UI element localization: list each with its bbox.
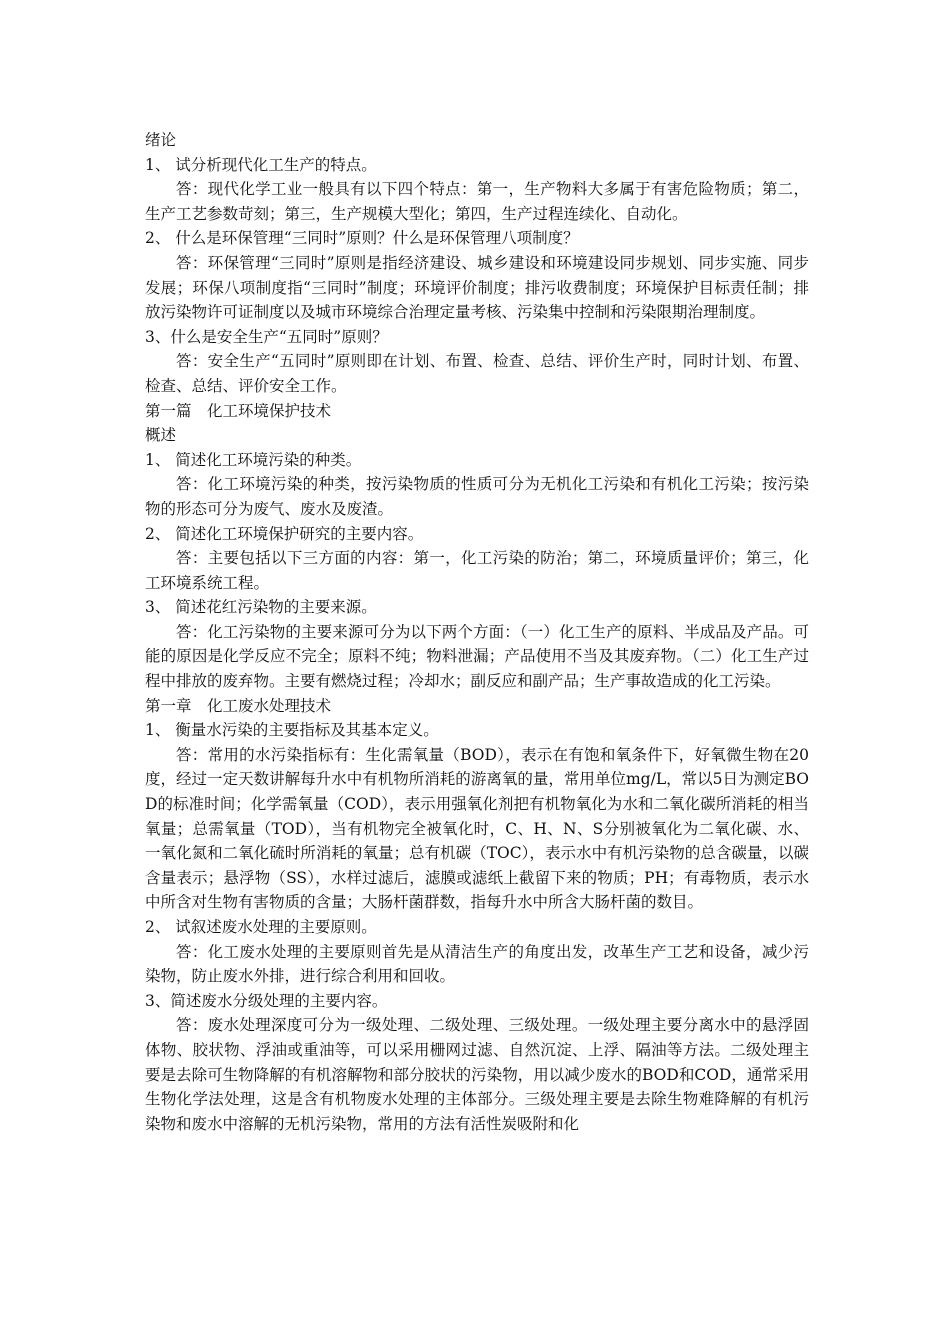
question-overview-3: 3、 简述花红污染物的主要来源。 bbox=[145, 598, 377, 617]
question-overview-2: 2、 简述化工环境保护研究的主要内容。 bbox=[145, 524, 424, 543]
document-body bbox=[145, 128, 809, 1136]
answer-overview-2: 答：主要包括以下三方面的内容：第一，化工污染的防治；第二，环境质量评价；第三，化工环境系统工程。 bbox=[145, 549, 809, 592]
answer-overview-1: 答：化工环境污染的种类，按污染物质的性质可分为无机化工污染和有机化工污染；按污染物的形态可分为废气、废水及废渣。 bbox=[145, 475, 809, 518]
heading-overview: 概述 bbox=[145, 426, 177, 445]
heading-part-one: 第一篇 化工环境保护技术 bbox=[145, 401, 332, 420]
question-1: 1、 试分析现代化工生产的特点。 bbox=[145, 155, 377, 174]
heading-chapter-one: 第一章 化工废水处理技术 bbox=[145, 696, 332, 715]
question-chapter-3: 3、简述废水分级处理的主要内容。 bbox=[145, 991, 388, 1010]
answer-2: 答：环保管理“三同时”原则是指经济建设、城乡建设和环境建设同步规划、同步实施、同步发展；环保八项制度指“三同时”制度；环境评价制度；排污收费制度；环境保护目标责任制；排放污染物许可证制度以及城市环境综合治理定量考核、污染集中控制和污染限期治理制度。 bbox=[145, 253, 809, 322]
heading-intro: 绪论 bbox=[145, 131, 177, 149]
answer-chapter-1: 答：常用的水污染指标有：生化需氧量（BOD），表示在有饱和氧条件下，好氧微生物在20度，经过一定天数讲解每升水中有机物所消耗的游离氧的量，常用单位mg/L，常以5日为测定BOD的标准时间；化学需氧量（COD），表示用强氧化剂把有机物氧化为水和二氧化碳所消耗的相当氧量；总需氧量（TOD），当有机物完全被氧化时，C、H、N、S分别被氧化为二氧化碳、水、一氧化氮和二氧化硫时所消耗的氧量；总有机碳（TOC），表示水中有机污染物的总含碳量，以碳含量表示；悬浮物（SS），水样过滤后，滤膜或滤纸上截留下来的物质；PH；有毒物质，表示水中所含对生物有害物质的含量；大肠杆菌群数，指每升水中所含大肠杆菌的数目。 bbox=[145, 745, 809, 912]
answer-3: 答：安全生产“五同时”原则即在计划、布置、检查、总结、评价生产时，同时计划、布置、检查、总结、评价安全工作。 bbox=[145, 352, 809, 395]
question-chapter-1: 1、 衡量水污染的主要指标及其基本定义。 bbox=[145, 721, 439, 740]
answer-overview-3: 答：化工污染物的主要来源可分为以下两个方面：（一）化工生产的原料、半成品及产品。可能的原因是化学反应不完全；原料不纯；物料泄漏；产品使用不当及其废弃物。（二）化工生产过程中排放的废弃物。主要有燃烧过程；冷却水；副反应和副产品；生产事故造成的化工污染。 bbox=[145, 622, 809, 691]
question-overview-1: 1、 简述化工环境污染的种类。 bbox=[145, 450, 362, 469]
answer-1: 答：现代化学工业一般具有以下四个特点：第一，生产物料大多属于有害危险物质；第二，生产工艺参数苛刻；第三，生产规模大型化；第四，生产过程连续化、自动化。 bbox=[145, 180, 809, 223]
question-chapter-2: 2、 试叙述废水处理的主要原则。 bbox=[145, 918, 377, 936]
question-3: 3、什么是安全生产“五同时”原则？ bbox=[145, 327, 388, 346]
question-2: 2、 什么是环保管理“三同时”原则？什么是环保管理八项制度？ bbox=[145, 229, 579, 248]
answer-chapter-2: 答：化工废水处理的主要原则首先是从清洁生产的角度出发，改革生产工艺和设备，减少污染物，防止废水外排，进行综合利用和回收。 bbox=[145, 942, 809, 986]
answer-chapter-3: 答：废水处理深度可分为一级处理、二级处理、三级处理。一级处理主要分离水中的悬浮固体物、胶状物、浮油或重油等，可以采用栅网过滤、自然沉淀、上浮、隔油等方法。二级处理主要是去除可生物降解的有机溶解物和部分胶状的污染物，用以减少废水的BOD和COD，通常采用生物化学法处理，这是含有机物废水处理的主体部分。三级处理主要是去除生物难降解的有机污染物和废水中溶解的无机污染物，常用的方法有活性炭吸附和化 bbox=[145, 1016, 809, 1133]
